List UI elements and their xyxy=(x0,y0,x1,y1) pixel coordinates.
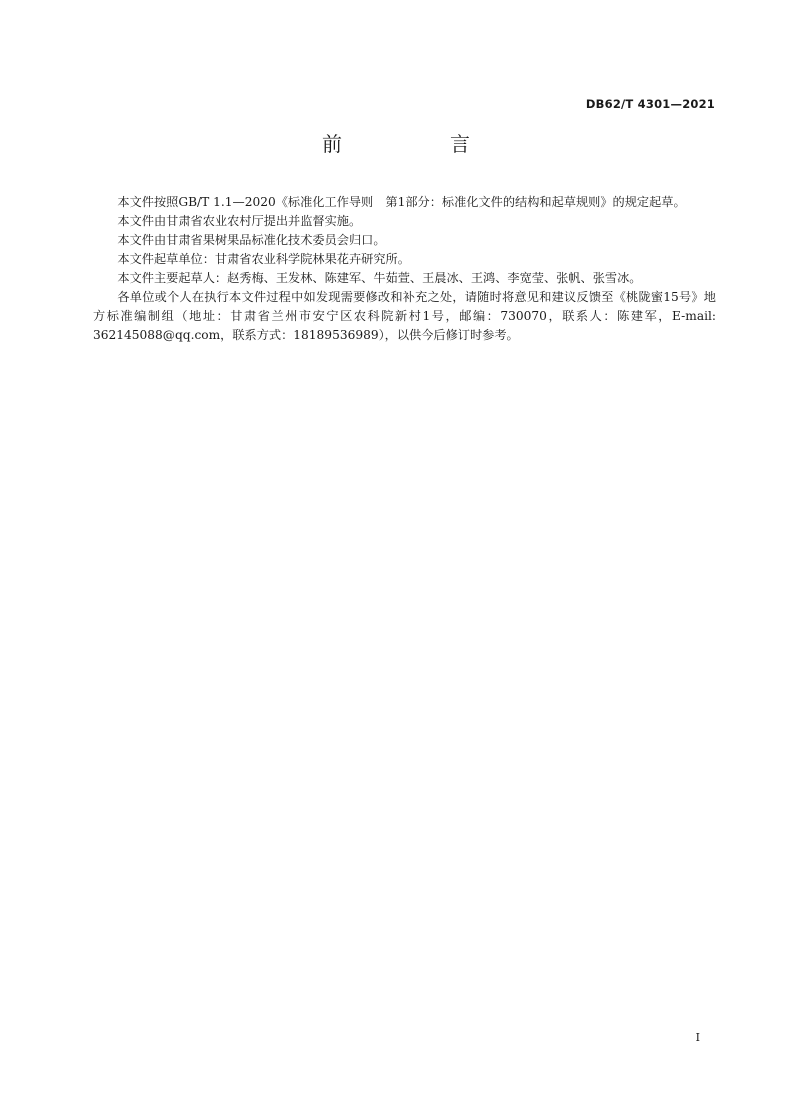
page-title: 前 言 xyxy=(322,132,514,156)
paragraph-proposer: 本文件由甘肃省农业农村厅提出并监督实施。 xyxy=(117,214,362,228)
foreword-body xyxy=(93,193,716,345)
paragraph-drafting-basis: 本文件按照GB/T 1.1—2020《标准化工作导则 第1部分：标准化文件的结构和起草规则》的规定起草。 xyxy=(117,195,686,209)
paragraph-drafters: 本文件主要起草人：赵秀梅、王发林、陈建军、牛茹萱、王晨冰、王鸿、李宽莹、张帆、张雪冰。 xyxy=(117,271,642,285)
page-number: I xyxy=(695,1031,700,1044)
paragraph-technical-committee: 本文件由甘肃省果树果品标准化技术委员会归口。 xyxy=(117,233,386,247)
standard-code: DB62/T 4301—2021 xyxy=(585,97,715,111)
paragraph-drafting-unit: 本文件起草单位：甘肃省农业科学院林果花卉研究所。 xyxy=(117,252,410,266)
paragraph-feedback-contact: 各单位或个人在执行本文件过程中如发现需要修改和补充之处，请随时将意见和建议反馈至《桃陇蜜15号》地方标准编制组（地址：甘肃省兰州市安宁区农科院新村1号，邮编：730070，联系人：陈建军，E-mail: 362145088@qq.com，联系方式：18189536989），以供今后修订时参考。 xyxy=(93,290,716,342)
